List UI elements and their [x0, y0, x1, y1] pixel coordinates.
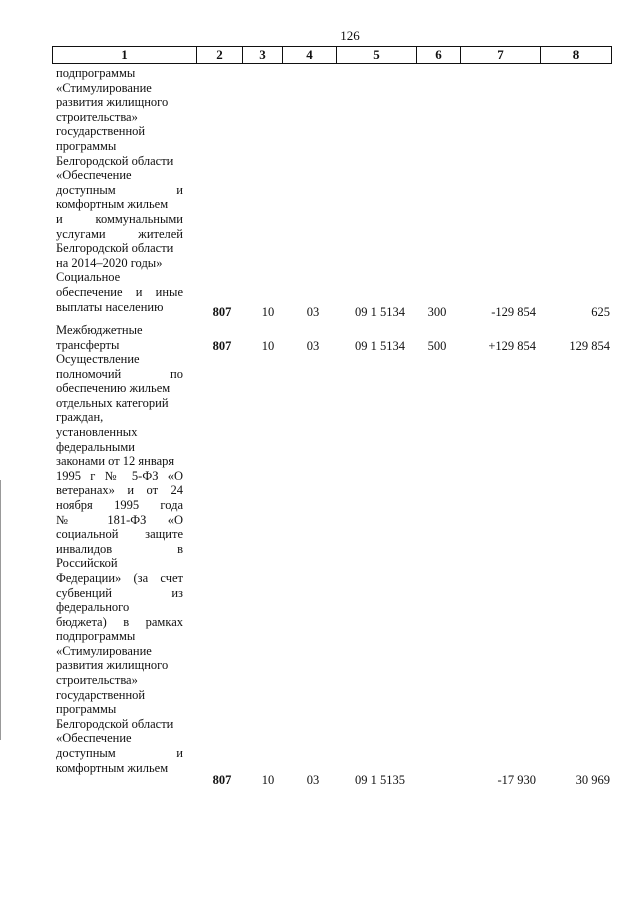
desc-line: ноября 1995 года	[56, 497, 183, 512]
desc-line: Осуществление	[56, 352, 140, 366]
desc-line: Белгородской области	[56, 716, 174, 731]
row-1-description	[56, 66, 183, 314]
row-3-col-5: 09 1 5135	[355, 773, 405, 787]
row-3-col-4: 03	[306, 773, 320, 787]
desc-line: подпрограммы	[56, 629, 136, 644]
desc-line: строительства»	[56, 673, 138, 688]
desc-line: Межбюджетные	[56, 323, 143, 337]
desc-line: доступным и	[56, 746, 183, 761]
desc-line: государственной	[56, 687, 146, 702]
row-2-col-4: 03	[306, 339, 320, 353]
row-1-col-3: 10	[261, 305, 275, 319]
header-col-8: 8	[572, 47, 580, 62]
desc-line: обеспечение и иные	[56, 284, 183, 299]
table-header	[52, 46, 612, 64]
desc-line: программы	[56, 138, 117, 153]
desc-line: доступным и	[56, 182, 183, 197]
desc-line: Российской	[56, 556, 118, 571]
row-3-description	[56, 352, 183, 775]
header-col-3: 3	[243, 47, 283, 63]
row-1-col-6: 300	[427, 305, 447, 319]
row-1-col-2: 807	[212, 305, 232, 319]
header-col-6: 6	[417, 47, 461, 63]
desc-line: законами от 12 января	[56, 454, 175, 469]
desc-line: «Стимулирование	[56, 80, 152, 95]
row-2-col-6: 500	[427, 339, 447, 353]
desc-line: федеральными	[56, 439, 135, 454]
desc-line: трансферты	[56, 337, 120, 352]
desc-line: комфортным жильем	[56, 197, 169, 212]
desc-line: выплаты населению	[56, 299, 164, 314]
row-1-col-5: 09 1 5134	[355, 305, 405, 319]
row-2-description	[56, 323, 183, 352]
desc-line: граждан,	[56, 410, 104, 425]
desc-line: 1995 г № 5-ФЗ «О	[56, 468, 183, 483]
row-1-col-7: -129 854	[491, 305, 536, 319]
row-1-col-4: 03	[306, 305, 320, 319]
desc-line: инвалидов в	[56, 541, 183, 556]
row-2-col-8: 129 854	[569, 339, 610, 353]
header-col-2: 2	[197, 47, 243, 63]
scan-margin-line	[0, 480, 1, 740]
desc-line: Белгородской области	[56, 153, 174, 168]
desc-line: Белгородской области	[56, 241, 174, 256]
desc-line: федерального	[56, 600, 130, 615]
row-3-col-2: 807	[212, 773, 232, 787]
desc-line: социальной защите	[56, 527, 183, 542]
header-col-4: 4	[283, 47, 337, 63]
header-col-1: 1	[53, 47, 197, 63]
row-2-col-5: 09 1 5134	[355, 339, 405, 353]
desc-line: и коммунальными	[56, 211, 183, 226]
row-2-col-3: 10	[261, 339, 275, 353]
desc-line: комфортным жильем	[56, 760, 169, 775]
desc-line: бюджета) в рамках	[56, 614, 183, 629]
desc-line: «Обеспечение	[56, 731, 132, 746]
page-number: 126	[340, 28, 360, 43]
desc-line: ветеранах» и от 24	[56, 483, 183, 498]
desc-line: строительства»	[56, 109, 138, 124]
desc-line: обеспечению жильем	[56, 381, 171, 396]
desc-line: установленных	[56, 424, 138, 439]
desc-line: программы	[56, 702, 117, 717]
desc-line: государственной	[56, 124, 146, 139]
desc-line: Социальное	[56, 270, 121, 285]
header-col-5: 5	[337, 47, 417, 63]
desc-line: Федерации» (за счет	[56, 570, 183, 585]
row-2-col-7: +129 854	[488, 339, 536, 353]
row-1-col-8: 625	[591, 305, 610, 319]
row-3-col-8: 30 969	[575, 773, 610, 787]
desc-line: субвенций из	[56, 585, 183, 600]
desc-line: услугами жителей	[56, 226, 183, 241]
desc-line: «Обеспечение	[56, 168, 132, 183]
desc-line: развития жилищного	[56, 95, 169, 110]
desc-line: полномочий по	[56, 366, 183, 381]
desc-line: «Стимулирование	[56, 643, 152, 658]
desc-line: подпрограммы	[56, 66, 136, 80]
desc-line: развития жилищного	[56, 658, 169, 673]
header-col-7: 7	[461, 47, 541, 63]
row-3-col-7: -17 930	[497, 773, 536, 787]
desc-line: № 181-ФЗ «О	[56, 512, 183, 527]
desc-line: отдельных категорий	[56, 395, 169, 410]
desc-line: на 2014–2020 годы»	[56, 255, 163, 270]
row-2-col-2: 807	[212, 339, 232, 353]
row-3-col-3: 10	[261, 773, 275, 787]
